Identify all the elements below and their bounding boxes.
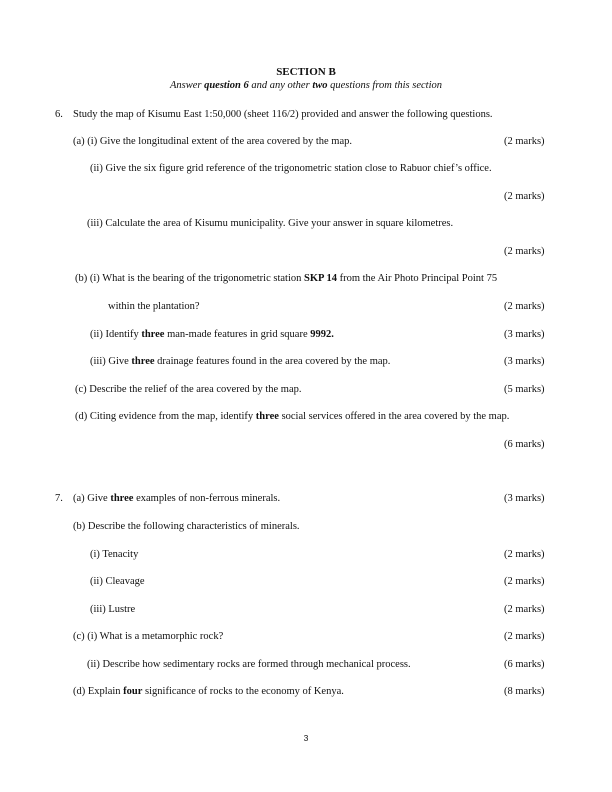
section-title: SECTION B (276, 66, 336, 78)
q7-number: 7. (55, 493, 63, 504)
q6-b-i-marks: (2 marks) (504, 301, 545, 312)
q7-b-iii: (iii) Lustre (90, 604, 136, 615)
q6-c-marks: (5 marks) (504, 384, 545, 395)
q6-a-iii-marks: (2 marks) (504, 246, 545, 257)
q6-b-ii: (ii) Identify three man-made features in grid square 9992. (90, 329, 334, 340)
q6-number: 6. (55, 109, 63, 120)
q7-b-i: (i) Tenacity (90, 549, 139, 560)
q6-a-iii: (iii) Calculate the area of Kisumu municipality. Give your answer in square kilometres. (87, 218, 454, 229)
q7-c-ii-marks: (6 marks) (504, 659, 545, 670)
q6-c: (c) Describe the relief of the area covered by the map. (75, 384, 302, 395)
q7-c-i-marks: (2 marks) (504, 631, 545, 642)
q7-d-marks: (8 marks) (504, 686, 545, 697)
q7-b-i-marks: (2 marks) (504, 549, 545, 560)
q7-b-iii-marks: (2 marks) (504, 604, 545, 615)
q6-b-ii-marks: (3 marks) (504, 329, 545, 340)
q6-b-i: (b) (i) What is the bearing of the trigonometric station SKP 14 from the Air Photo Principal Point 75 (75, 273, 498, 284)
q6-a-ii-marks: (2 marks) (504, 191, 545, 202)
q6-a-ii: (ii) Give the six figure grid reference of the trigonometric station close to Rabuor chief’s office. (90, 163, 492, 174)
q7-c-ii: (ii) Describe how sedimentary rocks are formed through mechanical process. (87, 659, 411, 670)
q7-c-i: (c) (i) What is a metamorphic rock? (73, 631, 224, 642)
q7-b-ii-marks: (2 marks) (504, 576, 545, 587)
q6-b-i-cont: within the plantation? (108, 301, 200, 312)
q6-a-i-marks: (2 marks) (504, 136, 545, 147)
q6-b-iii-marks: (3 marks) (504, 356, 545, 367)
q6-d-marks: (6 marks) (504, 439, 545, 450)
q7-b: (b) Describe the following characteristics of minerals. (73, 521, 300, 532)
q6-a-i: (a) (i) Give the longitudinal extent of the area covered by the map. (73, 136, 353, 147)
q7-d: (d) Explain four significance of rocks to the economy of Kenya. (73, 686, 344, 697)
q6-b-iii: (iii) Give three drainage features found in the area covered by the map. (90, 356, 391, 367)
q6-stem: Study the map of Kisumu East 1:50,000 (sheet 116/2) provided and answer the following questions. (73, 109, 493, 120)
page-number: 3 (303, 733, 309, 743)
section-instructions: Answer question 6 and any other two questions from this section (169, 80, 443, 91)
q7-a-marks: (3 marks) (504, 493, 545, 504)
q7-b-ii: (ii) Cleavage (90, 576, 145, 587)
q6-d: (d) Citing evidence from the map, identify three social services offered in the area covered by the map. (75, 411, 510, 422)
q7-a: (a) Give three examples of non-ferrous minerals. (73, 493, 281, 504)
